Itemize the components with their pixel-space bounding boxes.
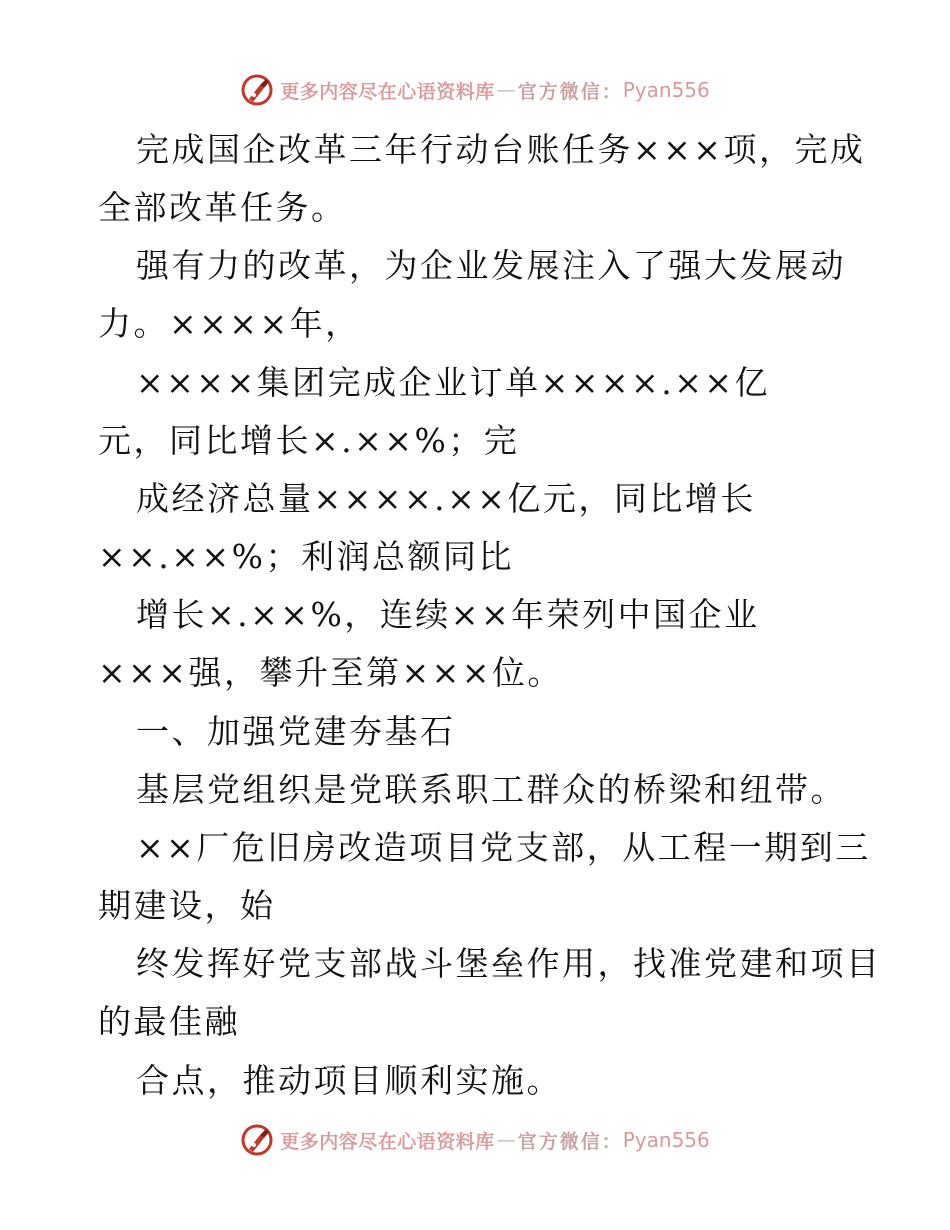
text-line: 力。××××年， [98, 304, 361, 343]
text-line: 强有力的改革，为企业发展注入了强大发展动 [136, 246, 846, 285]
text-line: 成经济总量××××.××亿元，同比增长 [136, 479, 756, 518]
text-line: 增长×.××%，连续××年荣列中国企业 [136, 595, 760, 634]
watermark-main-text: 更多内容尽在心语资料库 [280, 80, 495, 103]
footer-watermark [0, 1122, 950, 1158]
text-line: 全部改革任务。 [98, 188, 347, 227]
pen-logo-icon [240, 73, 274, 107]
text-line: 期建设，始 [98, 886, 276, 925]
text-line: ×××强，攀升至第×××位。 [98, 653, 563, 692]
text-line: 合点，推动项目顺利实施。 [136, 1061, 562, 1100]
text-line: 基层党组织是党联系职工群众的桥梁和纽带。 [136, 770, 846, 809]
text-line: 完成国企改革三年行动台账任务×××项，完成 [136, 130, 866, 169]
watermark-main-text: 更多内容尽在心语资料库 [280, 1130, 495, 1153]
text-line: ××.××%；利润总额同比 [98, 537, 514, 576]
text-line: 元，同比增长×.××%；完 [98, 421, 520, 460]
text-line: ××××集团完成企业订单××××.××亿 [136, 363, 770, 402]
section-heading: 一、加强党建夯基石 [136, 712, 456, 751]
watermark-separator: — [496, 1129, 516, 1151]
pen-logo-icon [240, 1123, 274, 1157]
watermark-wechat-id: Pyan556 [622, 1128, 710, 1152]
watermark-official-label: 官方微信： [517, 80, 623, 103]
header-watermark [0, 72, 950, 108]
watermark-wechat-id: Pyan556 [622, 78, 710, 102]
text-line: 的最佳融 [98, 1002, 240, 1041]
watermark-separator: — [496, 79, 516, 101]
text-line: 终发挥好党支部战斗堡垒作用，找准党建和项目 [136, 944, 882, 983]
text-line: ××厂危旧房改造项目党支部，从工程一期到三 [136, 828, 871, 867]
watermark-official-label: 官方微信： [517, 1130, 623, 1153]
